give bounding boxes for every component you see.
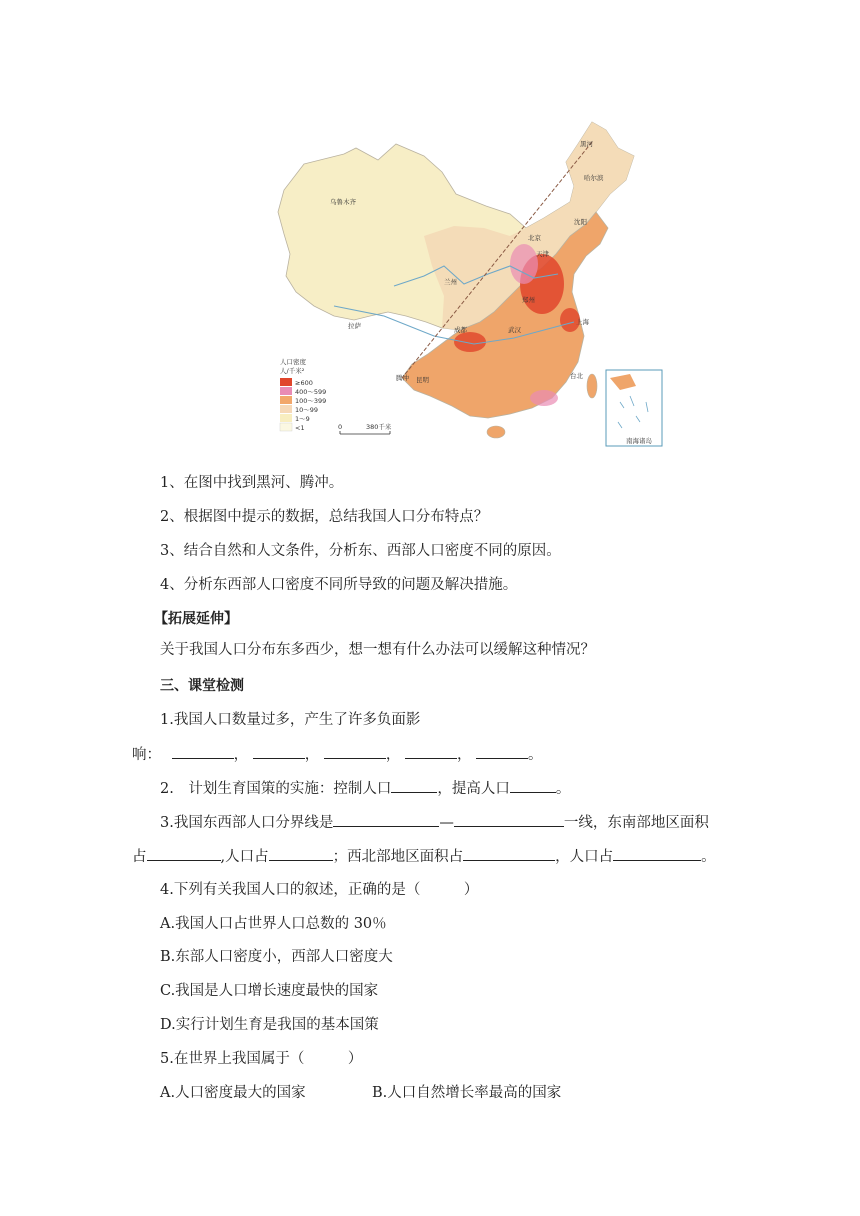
legend-label-1: ≥600 [295,379,313,387]
answer-blank[interactable] [269,846,333,861]
test-item-2-prefix: 2. 计划生育国策的实施：控制人口 [160,781,392,797]
legend-swatch-1 [280,378,292,386]
legend-swatch-3 [280,396,292,404]
dense-area-south [530,390,558,406]
test-item-3-text-d: ，人口占 [555,849,614,865]
test-item-3-prefix: 3.我国东西部人口分界线是 [160,815,334,831]
period: 。 [528,747,543,763]
city-urumqi: 乌鲁木齐 [330,198,356,206]
question-1: 1、在图中找到黑河、腾冲。 [160,475,344,491]
test-item-1-line1: 1.我国人口数量过多，产生了许多负面影 [160,712,421,728]
comma: ， [233,747,249,763]
legend-swatch-4 [280,405,292,413]
test-item-3-text-b: ,人口占 [220,849,269,865]
answer-blank[interactable] [476,744,528,759]
answer-blank[interactable] [454,812,564,827]
city-wuhan: 武汉 [508,326,521,334]
legend-title: 人口密度 [280,358,306,366]
answer-blank[interactable] [405,744,457,759]
city-lhasa: 拉萨 [348,322,361,330]
scale-label: 380千米 [366,423,392,431]
city-tianjin: 天津 [536,250,549,258]
test-heading [0,676,860,696]
legend-label-2: 400～599 [295,388,327,396]
test-item-2 [0,778,860,799]
answer-blank[interactable] [510,778,556,793]
legend-swatch-2 [280,387,292,395]
answer-blank[interactable] [253,744,305,759]
city-kunming: 昆明 [416,376,429,384]
test-item-4-option-d: D.实行计划生育是我国的基本国策 [160,1017,379,1033]
legend-label-4: 10～99 [295,406,319,414]
city-zhengzhou: 郑州 [522,296,535,304]
answer-blank[interactable] [172,744,234,759]
test-item-5-options [0,1083,860,1103]
legend-label-6: <1 [295,424,305,432]
legend-label-5: 1～9 [295,415,310,423]
taiwan-island [587,374,597,398]
test-item-4-stem: 4.下列有关我国人口的叙述，正确的是（ ） [160,882,479,898]
legend-swatch-5 [280,414,292,422]
question-3: 3、结合自然和人文条件，分析东、西部人口密度不同的原因。 [160,543,561,559]
extension-heading: 【拓展延伸】 [154,611,238,627]
test-item-1-prefix: 响： [132,747,161,763]
legend-label-3: 100～399 [295,397,327,405]
test-item-5-option-a: A.人口密度最大的国家 [160,1085,306,1101]
test-item-4-option-a: A.我国人口占世界人口总数的 30％ [160,916,387,932]
answer-blank[interactable] [391,778,437,793]
test-item-5-option-b: B.人口自然增长率最高的国家 [372,1085,562,1101]
answer-blank[interactable] [613,846,701,861]
dense-area-sichuan [454,332,486,352]
question-2: 2、根据图中提示的数据，总结我国人口分布特点？ [160,509,489,525]
test-item-3-mid: 一线，东南部地区面积 [563,815,709,831]
answer-blank[interactable] [463,846,555,861]
map-legend [280,357,326,432]
city-heihe: 黑河 [580,140,593,148]
comma: ， [304,747,320,763]
city-beijing: 北京 [528,234,541,242]
test-item-4-option-b: B.东部人口密度小，西部人口密度大 [160,949,393,965]
test-heading-text: 三、课堂检测 [160,678,244,694]
city-shenyang: 沈阳 [574,218,587,226]
test-item-3-line2 [0,846,860,867]
test-item-3-dash: — [439,815,454,831]
question-4: 4、分析东西部人口密度不同所导致的问题及解决措施。 [160,577,518,593]
period: 。 [701,849,716,865]
city-tengchong: 腾冲 [396,374,409,382]
test-item-4-option-c: C.我国是人口增长速度最快的国家 [160,983,379,999]
scale-zero: 0 [338,423,343,431]
test-item-2-mid: ，提高人口 [437,781,510,797]
legend-unit: 人/千米² [280,367,305,375]
city-harbin: 哈尔滨 [584,174,604,182]
legend-swatch-6 [280,423,292,431]
extension-text: 关于我国人口分布东多西少，想一想有什么办法可以缓解这种情况？ [160,642,595,658]
test-item-3-text-c: ；西北部地区面积占 [332,849,464,865]
comma: ， [456,747,472,763]
inset-label: 南海诸岛 [626,437,652,445]
test-item-5-stem: 5.在世界上我国属于（ ） [160,1051,363,1067]
hainan-island [487,426,505,438]
scale-bar [338,422,392,434]
test-item-3-line1 [0,812,860,833]
answer-blank[interactable] [147,846,221,861]
city-shanghai: 上海 [576,318,589,326]
comma: ， [385,747,401,763]
population-density-map [274,116,666,452]
period: 。 [555,781,571,797]
city-lanzhou: 兰州 [444,278,457,286]
answer-blank[interactable] [324,744,386,759]
test-item-3-text-a: 占 [132,849,147,865]
test-item-1-line2 [0,744,860,765]
south-china-sea-inset [606,370,662,446]
city-taipei: 台北 [570,372,583,380]
answer-blank[interactable] [333,812,439,827]
city-chengdu: 成都 [454,326,467,334]
